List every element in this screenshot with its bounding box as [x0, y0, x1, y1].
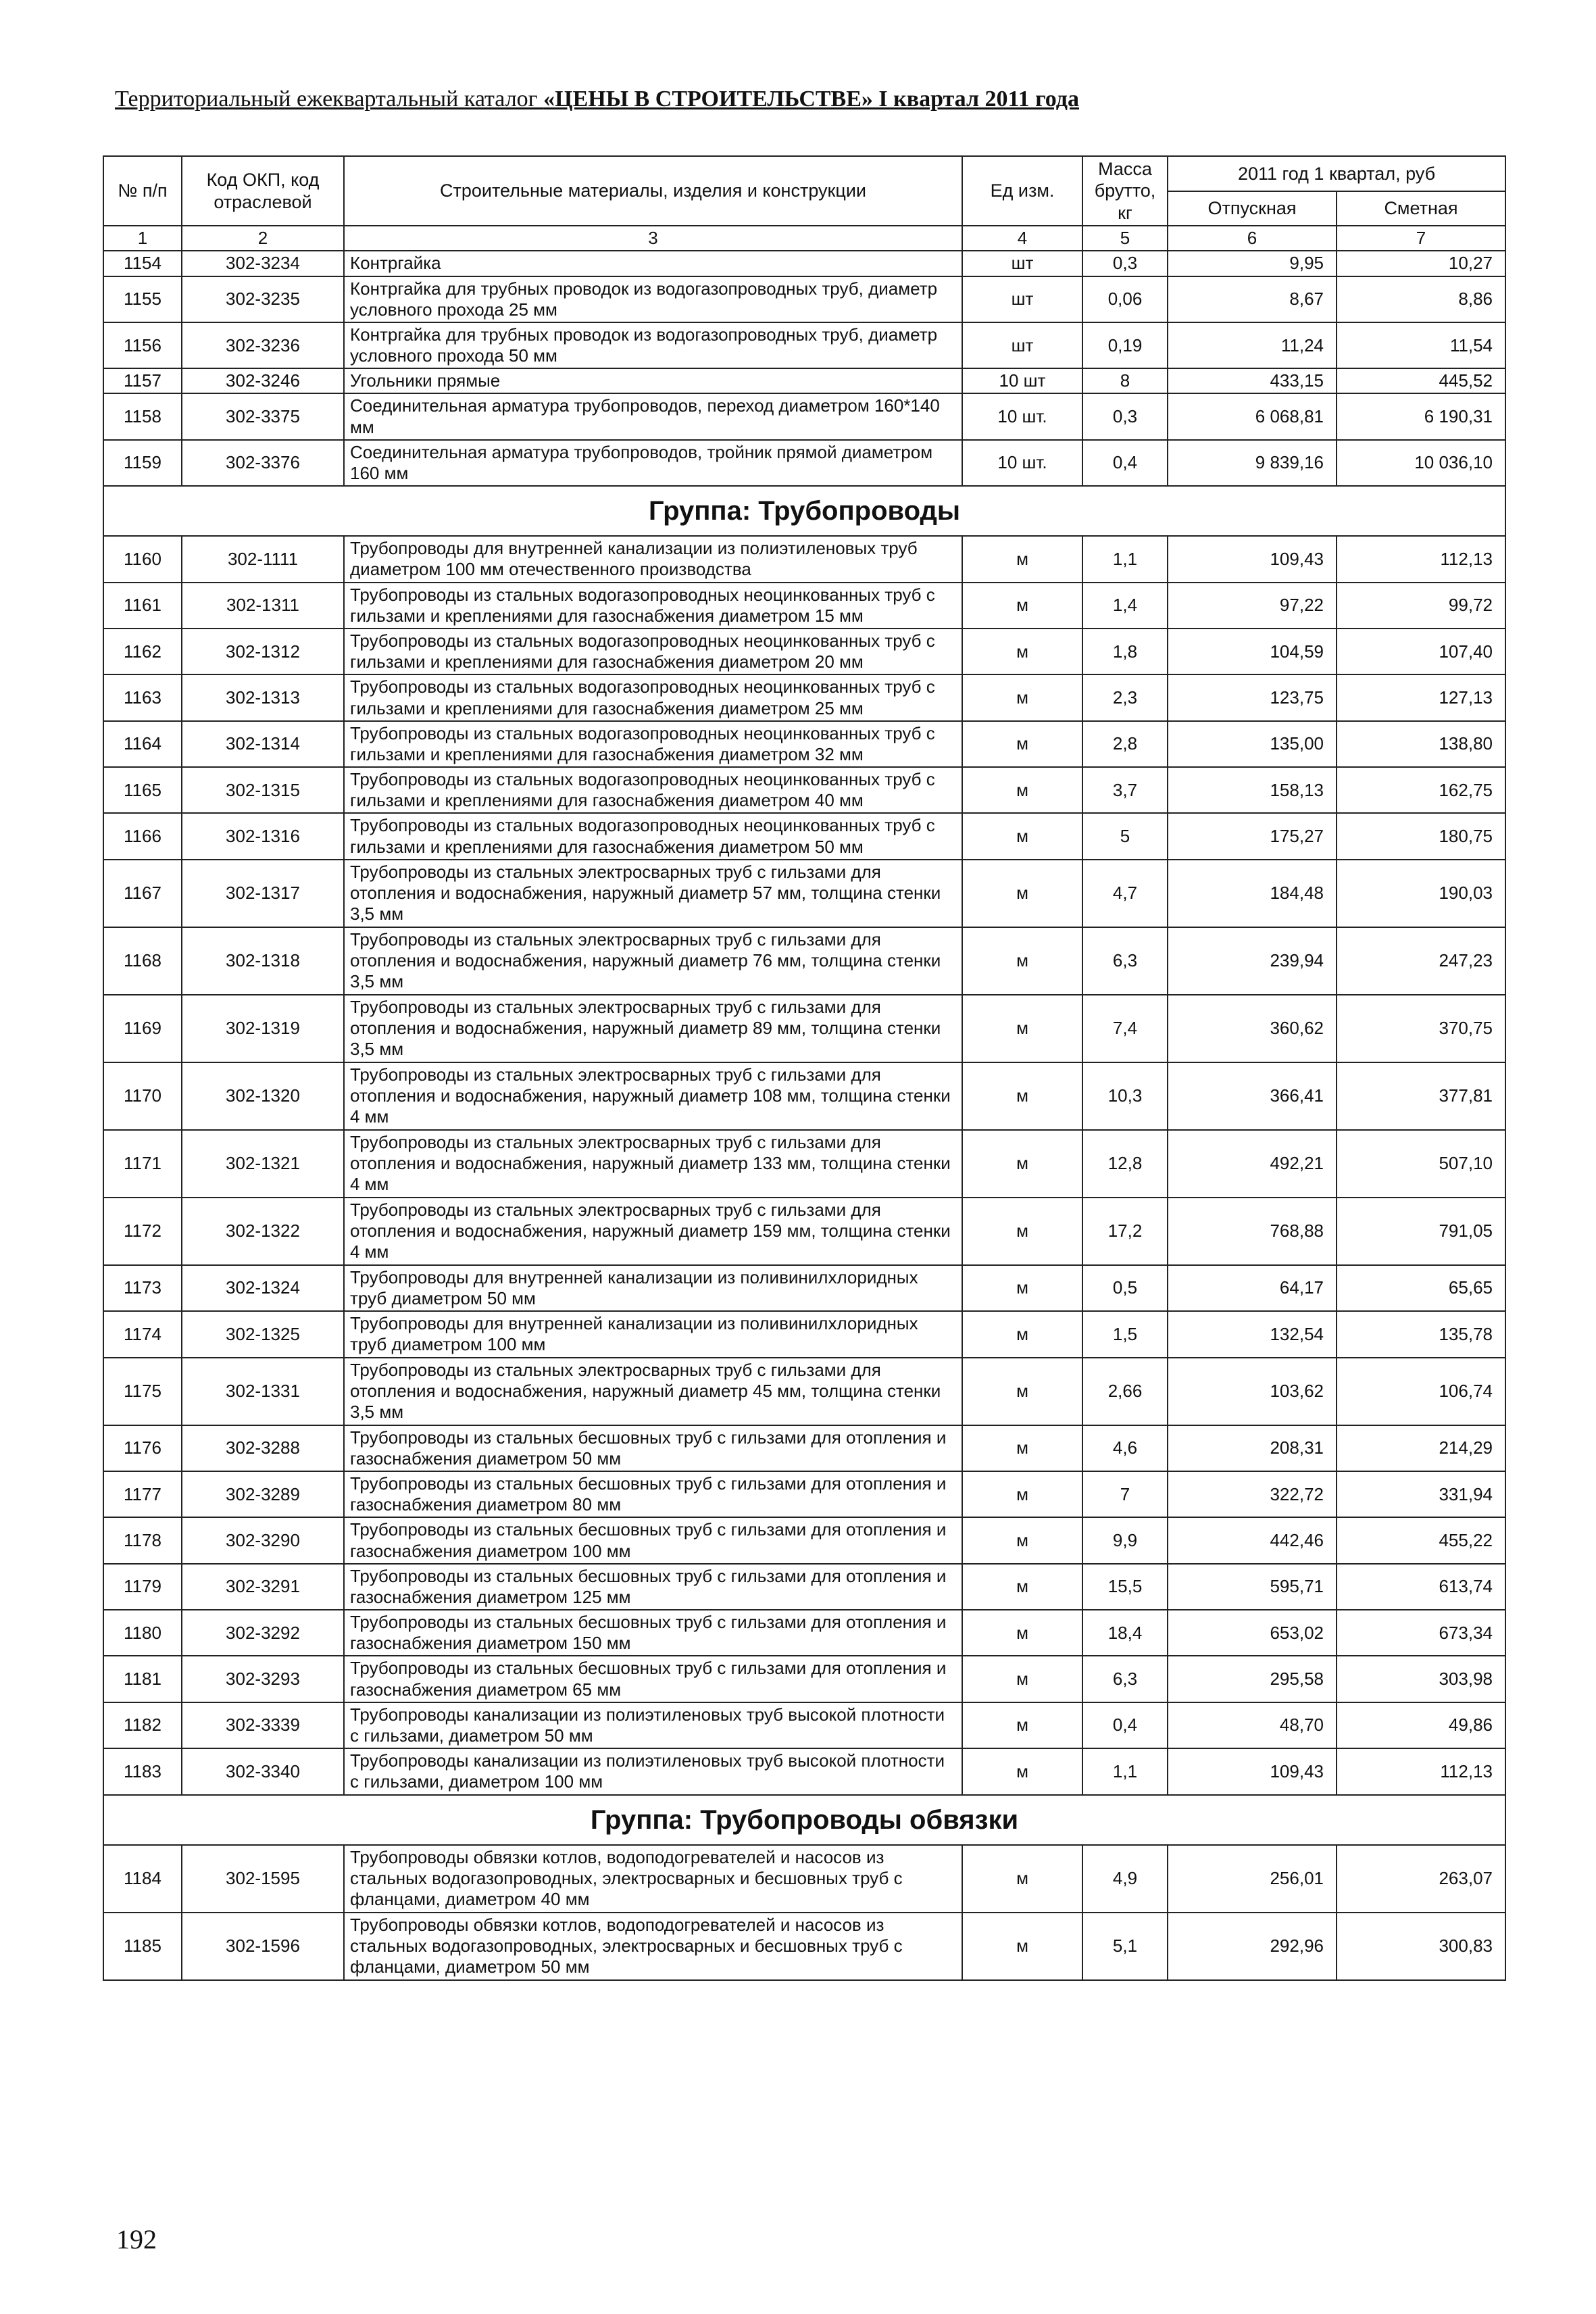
- item-number: 1178: [103, 1517, 182, 1563]
- item-release-price: 256,01: [1168, 1845, 1337, 1913]
- col-header-mass: Масса брутто, кг: [1082, 156, 1168, 226]
- item-estimate-price: 6 190,31: [1337, 393, 1505, 439]
- item-code: 302-1595: [182, 1845, 344, 1913]
- item-number: 1180: [103, 1610, 182, 1656]
- item-name: Трубопроводы обвязки котлов, водоподогревателей и насосов из стальных водогазопроводных, электросварных и бесшовных труб с фланцами, диаметром 50 мм: [344, 1913, 962, 1980]
- item-mass: 15,5: [1082, 1564, 1168, 1610]
- item-unit: м: [962, 1130, 1082, 1198]
- table-row: [103, 1311, 1505, 1357]
- item-estimate-price: 10 036,10: [1337, 440, 1505, 486]
- item-number: 1159: [103, 440, 182, 486]
- item-name: Трубопроводы из стальных бесшовных труб с гильзами для отопления и газоснабжения диаметром 80 мм: [344, 1471, 962, 1517]
- item-number: 1176: [103, 1425, 182, 1471]
- item-estimate-price: 455,22: [1337, 1517, 1505, 1563]
- item-code: 302-1312: [182, 629, 344, 674]
- item-code: 302-1318: [182, 927, 344, 995]
- item-code: 302-1320: [182, 1062, 344, 1130]
- item-code: 302-1319: [182, 995, 344, 1062]
- item-unit: м: [962, 536, 1082, 582]
- item-release-price: 123,75: [1168, 674, 1337, 720]
- item-mass: 2,8: [1082, 721, 1168, 767]
- item-estimate-price: 247,23: [1337, 927, 1505, 995]
- item-estimate-price: 112,13: [1337, 536, 1505, 582]
- catalog-header: [115, 87, 1095, 112]
- item-estimate-price: 65,65: [1337, 1265, 1505, 1311]
- item-mass: 10,3: [1082, 1062, 1168, 1130]
- item-unit: м: [962, 927, 1082, 995]
- item-code: 302-1313: [182, 674, 344, 720]
- table-row: [103, 1748, 1505, 1794]
- column-number-row: [103, 226, 1505, 251]
- item-release-price: 9,95: [1168, 251, 1337, 276]
- table-row: [103, 860, 1505, 927]
- col-number: 5: [1082, 226, 1168, 251]
- item-unit: м: [962, 1845, 1082, 1913]
- item-unit: м: [962, 721, 1082, 767]
- item-release-price: 433,15: [1168, 368, 1337, 393]
- item-number: 1179: [103, 1564, 182, 1610]
- item-name: Трубопроводы канализации из полиэтиленовых труб высокой плотности с гильзами, диаметром 50 мм: [344, 1702, 962, 1748]
- item-release-price: 208,31: [1168, 1425, 1337, 1471]
- item-name: Трубопроводы из стальных электросварных труб с гильзами для отопления и водоснабжения, наружный диаметр 76 мм, толщина стенки 3,5 мм: [344, 927, 962, 995]
- item-name: Трубопроводы из стальных водогазопроводных неоцинкованных труб с гильзами и креплениями для газоснабжения диаметром 32 мм: [344, 721, 962, 767]
- item-number: 1158: [103, 393, 182, 439]
- item-estimate-price: 214,29: [1337, 1425, 1505, 1471]
- item-mass: 0,4: [1082, 440, 1168, 486]
- item-name: Контргайка: [344, 251, 962, 276]
- item-number: 1175: [103, 1358, 182, 1425]
- item-release-price: 104,59: [1168, 629, 1337, 674]
- item-release-price: 64,17: [1168, 1265, 1337, 1311]
- item-estimate-price: 49,86: [1337, 1702, 1505, 1748]
- item-release-price: 109,43: [1168, 1748, 1337, 1794]
- item-unit: м: [962, 1471, 1082, 1517]
- item-name: Трубопроводы из стальных электросварных труб с гильзами для отопления и водоснабжения, наружный диаметр 57 мм, толщина стенки 3,5 мм: [344, 860, 962, 927]
- item-unit: 10 шт.: [962, 393, 1082, 439]
- col-header-num: № п/п: [103, 156, 182, 226]
- table-row: [103, 1913, 1505, 1980]
- item-number: 1173: [103, 1265, 182, 1311]
- item-release-price: 97,22: [1168, 583, 1337, 629]
- item-unit: м: [962, 1610, 1082, 1656]
- table-row: [103, 1656, 1505, 1702]
- item-code: 302-1321: [182, 1130, 344, 1198]
- item-name: Трубопроводы из стальных бесшовных труб с гильзами для отопления и газоснабжения диаметром 50 мм: [344, 1425, 962, 1471]
- item-code: 302-3234: [182, 251, 344, 276]
- item-estimate-price: 445,52: [1337, 368, 1505, 393]
- item-release-price: 175,27: [1168, 813, 1337, 859]
- item-name: Трубопроводы из стальных водогазопроводных неоцинкованных труб с гильзами и креплениями для газоснабжения диаметром 25 мм: [344, 674, 962, 720]
- item-estimate-price: 127,13: [1337, 674, 1505, 720]
- col-header-name: Строительные материалы, изделия и конструкции: [344, 156, 962, 226]
- price-table: [103, 155, 1506, 1981]
- table-row: [103, 536, 1505, 582]
- item-unit: м: [962, 860, 1082, 927]
- table-row: [103, 251, 1505, 276]
- item-estimate-price: 263,07: [1337, 1845, 1505, 1913]
- item-number: 1156: [103, 322, 182, 368]
- item-code: 302-1325: [182, 1311, 344, 1357]
- item-mass: 1,8: [1082, 629, 1168, 674]
- item-mass: 0,5: [1082, 1265, 1168, 1311]
- col-header-unit: Ед изм.: [962, 156, 1082, 226]
- item-unit: м: [962, 583, 1082, 629]
- item-estimate-price: 106,74: [1337, 1358, 1505, 1425]
- item-name: Угольники прямые: [344, 368, 962, 393]
- item-release-price: 442,46: [1168, 1517, 1337, 1563]
- table-row: [103, 1265, 1505, 1311]
- item-estimate-price: 11,54: [1337, 322, 1505, 368]
- item-mass: 7: [1082, 1471, 1168, 1517]
- table-row: [103, 1845, 1505, 1913]
- item-release-price: 132,54: [1168, 1311, 1337, 1357]
- table-row: [103, 721, 1505, 767]
- item-unit: м: [962, 1358, 1082, 1425]
- item-unit: шт: [962, 322, 1082, 368]
- item-number: 1157: [103, 368, 182, 393]
- item-unit: шт: [962, 251, 1082, 276]
- item-unit: м: [962, 813, 1082, 859]
- table-row: [103, 995, 1505, 1062]
- item-mass: 9,9: [1082, 1517, 1168, 1563]
- item-code: 302-1324: [182, 1265, 344, 1311]
- item-estimate-price: 162,75: [1337, 767, 1505, 813]
- item-release-price: 184,48: [1168, 860, 1337, 927]
- item-unit: м: [962, 995, 1082, 1062]
- item-code: 302-3293: [182, 1656, 344, 1702]
- item-unit: м: [962, 1913, 1082, 1980]
- item-mass: 18,4: [1082, 1610, 1168, 1656]
- col-number: 4: [962, 226, 1082, 251]
- table-row: [103, 1198, 1505, 1265]
- col-number: 1: [103, 226, 182, 251]
- item-mass: 5,1: [1082, 1913, 1168, 1980]
- item-unit: м: [962, 767, 1082, 813]
- item-number: 1155: [103, 276, 182, 322]
- item-number: 1162: [103, 629, 182, 674]
- item-estimate-price: 613,74: [1337, 1564, 1505, 1610]
- item-code: 302-3376: [182, 440, 344, 486]
- item-release-price: 109,43: [1168, 536, 1337, 582]
- item-unit: м: [962, 1265, 1082, 1311]
- item-estimate-price: 107,40: [1337, 629, 1505, 674]
- item-number: 1168: [103, 927, 182, 995]
- table-row: [103, 583, 1505, 629]
- item-number: 1172: [103, 1198, 182, 1265]
- item-release-price: 492,21: [1168, 1130, 1337, 1198]
- group-title: Группа: Трубопроводы обвязки: [103, 1795, 1505, 1845]
- item-code: 302-1596: [182, 1913, 344, 1980]
- item-estimate-price: 370,75: [1337, 995, 1505, 1062]
- item-name: Контргайка для трубных проводок из водогазопроводных труб, диаметр условного прохода 25 мм: [344, 276, 962, 322]
- item-mass: 4,6: [1082, 1425, 1168, 1471]
- item-number: 1181: [103, 1656, 182, 1702]
- item-release-price: 11,24: [1168, 322, 1337, 368]
- item-mass: 4,7: [1082, 860, 1168, 927]
- item-unit: м: [962, 1062, 1082, 1130]
- item-code: 302-1315: [182, 767, 344, 813]
- item-estimate-price: 791,05: [1337, 1198, 1505, 1265]
- item-estimate-price: 673,34: [1337, 1610, 1505, 1656]
- col-number: 6: [1168, 226, 1337, 251]
- catalog-header-title: «ЦЕНЫ В СТРОИТЕЛЬСТВЕ» I квартал 2011 года: [543, 87, 1079, 112]
- item-mass: 12,8: [1082, 1130, 1168, 1198]
- col-number: 3: [344, 226, 962, 251]
- item-code: 302-3290: [182, 1517, 344, 1563]
- item-name: Трубопроводы для внутренней канализации из поливинилхлоридных труб диаметром 100 мм: [344, 1311, 962, 1357]
- item-estimate-price: 99,72: [1337, 583, 1505, 629]
- table-row: [103, 1610, 1505, 1656]
- item-number: 1161: [103, 583, 182, 629]
- item-unit: м: [962, 1311, 1082, 1357]
- item-estimate-price: 8,86: [1337, 276, 1505, 322]
- item-code: 302-1316: [182, 813, 344, 859]
- table-row: [103, 767, 1505, 813]
- item-code: 302-3291: [182, 1564, 344, 1610]
- item-estimate-price: 377,81: [1337, 1062, 1505, 1130]
- item-name: Трубопроводы из стальных электросварных труб с гильзами для отопления и водоснабжения, наружный диаметр 45 мм, толщина стенки 3,5 мм: [344, 1358, 962, 1425]
- item-name: Трубопроводы из стальных бесшовных труб с гильзами для отопления и газоснабжения диаметром 150 мм: [344, 1610, 962, 1656]
- header-row: [103, 156, 1505, 191]
- item-unit: 10 шт: [962, 368, 1082, 393]
- item-name: Трубопроводы из стальных электросварных труб с гильзами для отопления и водоснабжения, наружный диаметр 159 мм, толщина стенки 4 мм: [344, 1198, 962, 1265]
- item-mass: 0,3: [1082, 393, 1168, 439]
- item-release-price: 6 068,81: [1168, 393, 1337, 439]
- table-row: [103, 1471, 1505, 1517]
- item-number: 1170: [103, 1062, 182, 1130]
- item-estimate-price: 10,27: [1337, 251, 1505, 276]
- item-number: 1177: [103, 1471, 182, 1517]
- col-header-release: Отпускная: [1168, 191, 1337, 226]
- item-unit: м: [962, 629, 1082, 674]
- item-name: Трубопроводы из стальных водогазопроводных неоцинкованных труб с гильзами и креплениями для газоснабжения диаметром 50 мм: [344, 813, 962, 859]
- catalog-header-prefix: Территориальный ежеквартальный каталог: [115, 87, 544, 112]
- item-unit: м: [962, 1564, 1082, 1610]
- item-number: 1167: [103, 860, 182, 927]
- item-mass: 17,2: [1082, 1198, 1168, 1265]
- item-name: Трубопроводы для внутренней канализации из полиэтиленовых труб диаметром 100 мм отечественного производства: [344, 536, 962, 582]
- col-header-estimate: Сметная: [1337, 191, 1505, 226]
- item-release-price: 158,13: [1168, 767, 1337, 813]
- item-number: 1165: [103, 767, 182, 813]
- item-name: Трубопроводы канализации из полиэтиленовых труб высокой плотности с гильзами, диаметром 100 мм: [344, 1748, 962, 1794]
- table-row: [103, 1425, 1505, 1471]
- item-name: Контргайка для трубных проводок из водогазопроводных труб, диаметр условного прохода 50 мм: [344, 322, 962, 368]
- item-unit: м: [962, 1425, 1082, 1471]
- item-unit: м: [962, 1198, 1082, 1265]
- table-row: [103, 1130, 1505, 1198]
- item-release-price: 366,41: [1168, 1062, 1337, 1130]
- item-number: 1174: [103, 1311, 182, 1357]
- table-row: [103, 1702, 1505, 1748]
- item-unit: 10 шт.: [962, 440, 1082, 486]
- item-number: 1166: [103, 813, 182, 859]
- table-row: [103, 1062, 1505, 1130]
- table-row: [103, 440, 1505, 486]
- item-mass: 1,1: [1082, 1748, 1168, 1794]
- item-code: 302-3339: [182, 1702, 344, 1748]
- item-name: Трубопроводы обвязки котлов, водоподогревателей и насосов из стальных водогазопроводных, электросварных и бесшовных труб с фланцами, диаметром 40 мм: [344, 1845, 962, 1913]
- item-name: Трубопроводы из стальных бесшовных труб с гильзами для отопления и газоснабжения диаметром 125 мм: [344, 1564, 962, 1610]
- col-number: 7: [1337, 226, 1505, 251]
- item-code: 302-3235: [182, 276, 344, 322]
- item-release-price: 360,62: [1168, 995, 1337, 1062]
- item-code: 302-3340: [182, 1748, 344, 1794]
- item-name: Трубопроводы из стальных водогазопроводных неоцинкованных труб с гильзами и креплениями для газоснабжения диаметром 15 мм: [344, 583, 962, 629]
- item-mass: 6,3: [1082, 1656, 1168, 1702]
- item-mass: 7,4: [1082, 995, 1168, 1062]
- group-title: Группа: Трубопроводы: [103, 486, 1505, 536]
- item-release-price: 103,62: [1168, 1358, 1337, 1425]
- item-release-price: 48,70: [1168, 1702, 1337, 1748]
- item-estimate-price: 303,98: [1337, 1656, 1505, 1702]
- table-row: [103, 1564, 1505, 1610]
- item-mass: 4,9: [1082, 1845, 1168, 1913]
- item-code: 302-3246: [182, 368, 344, 393]
- item-unit: м: [962, 674, 1082, 720]
- item-name: Трубопроводы из стальных бесшовных труб с гильзами для отопления и газоснабжения диаметром 100 мм: [344, 1517, 962, 1563]
- item-code: 302-1311: [182, 583, 344, 629]
- item-unit: м: [962, 1748, 1082, 1794]
- item-mass: 6,3: [1082, 927, 1168, 995]
- item-release-price: 595,71: [1168, 1564, 1337, 1610]
- item-name: Соединительная арматура трубопроводов, переход диаметром 160*140 мм: [344, 393, 962, 439]
- item-number: 1169: [103, 995, 182, 1062]
- item-number: 1160: [103, 536, 182, 582]
- item-mass: 1,4: [1082, 583, 1168, 629]
- item-number: 1183: [103, 1748, 182, 1794]
- item-number: 1171: [103, 1130, 182, 1198]
- table-row: [103, 1358, 1505, 1425]
- table-row: [103, 322, 1505, 368]
- group-row: [103, 1795, 1505, 1845]
- item-name: Трубопроводы из стальных электросварных труб с гильзами для отопления и водоснабжения, наружный диаметр 89 мм, толщина стенки 3,5 мм: [344, 995, 962, 1062]
- item-mass: 3,7: [1082, 767, 1168, 813]
- item-number: 1154: [103, 251, 182, 276]
- item-code: 302-1111: [182, 536, 344, 582]
- item-estimate-price: 331,94: [1337, 1471, 1505, 1517]
- item-mass: 2,66: [1082, 1358, 1168, 1425]
- item-name: Трубопроводы для внутренней канализации из поливинилхлоридных труб диаметром 50 мм: [344, 1265, 962, 1311]
- item-number: 1184: [103, 1845, 182, 1913]
- item-code: 302-1317: [182, 860, 344, 927]
- col-header-code: Код ОКП, код отраслевой: [182, 156, 344, 226]
- item-code: 302-3289: [182, 1471, 344, 1517]
- col-number: 2: [182, 226, 344, 251]
- item-release-price: 135,00: [1168, 721, 1337, 767]
- item-release-price: 292,96: [1168, 1913, 1337, 1980]
- item-estimate-price: 180,75: [1337, 813, 1505, 859]
- page-number: 192: [116, 2224, 157, 2255]
- item-release-price: 9 839,16: [1168, 440, 1337, 486]
- item-number: 1185: [103, 1913, 182, 1980]
- item-code: 302-3375: [182, 393, 344, 439]
- item-unit: м: [962, 1517, 1082, 1563]
- item-mass: 0,4: [1082, 1702, 1168, 1748]
- item-estimate-price: 135,78: [1337, 1311, 1505, 1357]
- item-code: 302-1314: [182, 721, 344, 767]
- table-row: [103, 276, 1505, 322]
- item-mass: 8: [1082, 368, 1168, 393]
- table-row: [103, 813, 1505, 859]
- item-release-price: 653,02: [1168, 1610, 1337, 1656]
- item-mass: 2,3: [1082, 674, 1168, 720]
- item-estimate-price: 138,80: [1337, 721, 1505, 767]
- item-name: Трубопроводы из стальных электросварных труб с гильзами для отопления и водоснабжения, наружный диаметр 108 мм, толщина стенки 4 мм: [344, 1062, 962, 1130]
- item-code: 302-3292: [182, 1610, 344, 1656]
- table-row: [103, 393, 1505, 439]
- item-mass: 1,1: [1082, 536, 1168, 582]
- table-row: [103, 927, 1505, 995]
- item-unit: м: [962, 1656, 1082, 1702]
- item-name: Трубопроводы из стальных электросварных труб с гильзами для отопления и водоснабжения, наружный диаметр 133 мм, толщина стенки 4 мм: [344, 1130, 962, 1198]
- item-estimate-price: 300,83: [1337, 1913, 1505, 1980]
- item-release-price: 322,72: [1168, 1471, 1337, 1517]
- item-number: 1182: [103, 1702, 182, 1748]
- item-name: Трубопроводы из стальных водогазопроводных неоцинкованных труб с гильзами и креплениями для газоснабжения диаметром 20 мм: [344, 629, 962, 674]
- item-release-price: 239,94: [1168, 927, 1337, 995]
- item-mass: 0,19: [1082, 322, 1168, 368]
- table-row: [103, 368, 1505, 393]
- item-name: Соединительная арматура трубопроводов, тройник прямой диаметром 160 мм: [344, 440, 962, 486]
- item-estimate-price: 507,10: [1337, 1130, 1505, 1198]
- item-unit: шт: [962, 276, 1082, 322]
- col-header-period: 2011 год 1 квартал, руб: [1168, 156, 1505, 191]
- item-mass: 5: [1082, 813, 1168, 859]
- item-code: 302-3236: [182, 322, 344, 368]
- item-code: 302-1322: [182, 1198, 344, 1265]
- table-row: [103, 629, 1505, 674]
- item-release-price: 295,58: [1168, 1656, 1337, 1702]
- item-estimate-price: 190,03: [1337, 860, 1505, 927]
- item-name: Трубопроводы из стальных бесшовных труб с гильзами для отопления и газоснабжения диаметром 65 мм: [344, 1656, 962, 1702]
- item-code: 302-3288: [182, 1425, 344, 1471]
- item-number: 1164: [103, 721, 182, 767]
- item-release-price: 8,67: [1168, 276, 1337, 322]
- item-number: 1163: [103, 674, 182, 720]
- item-estimate-price: 112,13: [1337, 1748, 1505, 1794]
- table-row: [103, 1517, 1505, 1563]
- item-unit: м: [962, 1702, 1082, 1748]
- item-mass: 0,06: [1082, 276, 1168, 322]
- table-row: [103, 674, 1505, 720]
- item-mass: 1,5: [1082, 1311, 1168, 1357]
- group-row: [103, 486, 1505, 536]
- item-code: 302-1331: [182, 1358, 344, 1425]
- item-mass: 0,3: [1082, 251, 1168, 276]
- item-release-price: 768,88: [1168, 1198, 1337, 1265]
- item-name: Трубопроводы из стальных водогазопроводных неоцинкованных труб с гильзами и креплениями для газоснабжения диаметром 40 мм: [344, 767, 962, 813]
